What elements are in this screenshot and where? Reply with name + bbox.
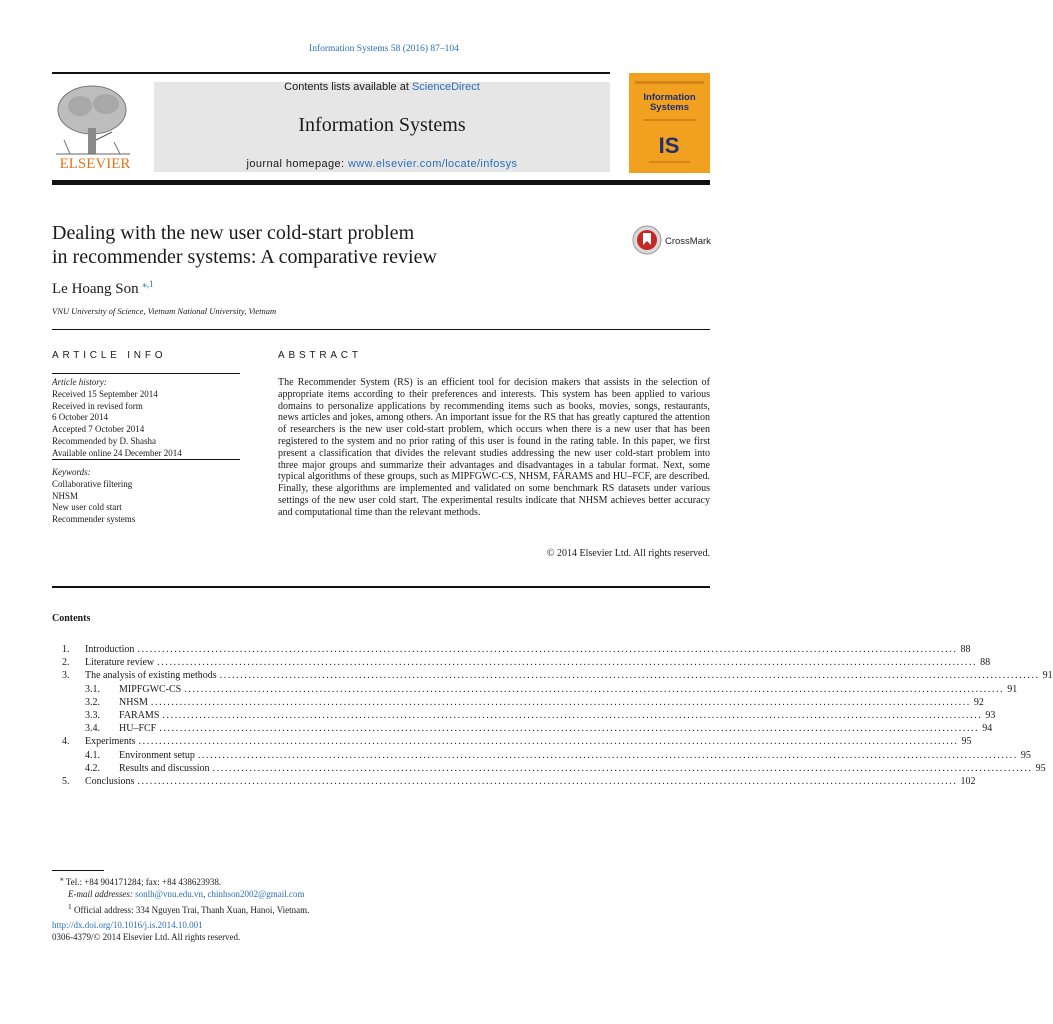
toc-entry[interactable]: [62, 696, 984, 709]
paper-title-line-2: in recommender systems: A comparative review: [52, 246, 437, 268]
toc-label[interactable]: Results and discussion: [119, 762, 210, 774]
email-link-1[interactable]: sonlh@vnu.edu.vn: [135, 888, 203, 899]
toc-label[interactable]: NHSM: [119, 696, 148, 708]
toc-entry[interactable]: [62, 683, 1018, 696]
contents-prefix: Contents lists available at: [284, 81, 412, 93]
toc-label[interactable]: MIPFGWC-CS: [119, 683, 182, 695]
abstract-heading: ABSTRACT: [278, 350, 362, 361]
doi-block: [52, 920, 452, 944]
keyword-item: Recommender systems: [52, 514, 136, 525]
author-text: Le Hoang Son: [52, 281, 139, 297]
toc-leader-dots: ........................................................................................................................................................................................................: [138, 736, 959, 748]
journal-homepage-line: [154, 158, 610, 170]
toc-label[interactable]: Conclusions: [85, 776, 135, 787]
toc-page-number[interactable]: 102: [960, 776, 976, 787]
toc-leader-dots: ........................................................................................................................................................................................................: [197, 749, 1018, 761]
article-info-rule: [52, 373, 240, 374]
homepage-link[interactable]: www.elsevier.com/locate/infosys: [347, 158, 518, 170]
toc-leader-dots: ........................................................................................................................................................................................................: [150, 696, 971, 708]
toc-entry[interactable]: [62, 749, 1031, 762]
footnote-mark: ⁎: [60, 874, 64, 883]
toc-number: 3.1.: [85, 683, 100, 695]
toc-number: 5.: [62, 776, 70, 787]
footnote-tel: [52, 873, 552, 889]
toc-label[interactable]: Literature review: [85, 657, 155, 669]
toc-entry[interactable]: [62, 643, 971, 656]
toc-entry[interactable]: [62, 709, 996, 722]
toc-leader-dots: ........................................................................................................................................................................................................: [212, 762, 1033, 774]
paper-title: [52, 221, 552, 269]
toc-number: 3.3.: [85, 710, 100, 721]
journal-citation[interactable]: Information Systems 58 (2016) 87–104: [309, 44, 459, 54]
footnote-emails: [52, 889, 552, 901]
toc-leader-dots: ........................................................................................................................................................................................................: [184, 683, 1005, 695]
footnote-official-address: [52, 901, 552, 917]
article-history: [52, 377, 252, 460]
official-address-text: Official address: 334 Nguyen Trai, Thanh Xuan, Hanoi, Vietnam.: [74, 904, 310, 915]
abstract-text: The Recommender System (RS) is an efficient tool for decision makers that assists in the selection of appropriate items according to their preferences and interests. This system has been applied to various domains to personalize applications by recommending items such as books, movies, songs, restaurants, news articles and jokes, among others. An important issue for the RS that has greatly captured the attention of researchers is the new user cold-start problem, which occurs when there is a new user that has been registered to the system and no prior rating of this user is found in the rating table. In this paper, we first present a classification that divides the relevant studies addressing the new user cold-start problem into three major groups and summarize their advantages and disadvantages in a tabular format. Next, some typical algorithms of these groups, such as MIPFGWC-CS, NHSM, FARAMS and HU–FCF, are described. Finally, these algorithms are implemented and validated on some benchmark RS datasets under various settings of the new user cold start. The experimental results indicate that NHSM achieves better accuracy and computational time than the relevant methods.: [278, 377, 710, 518]
history-item: 6 October 2014: [52, 412, 108, 423]
contents-title: Contents: [52, 613, 91, 624]
keyword-item: NHSM: [52, 490, 79, 501]
footnote-tel-text: Tel.: +84 904171284; fax: +84 438623938.: [65, 877, 222, 887]
keyword-item: Collaborative filtering: [52, 478, 133, 489]
toc-entry[interactable]: [62, 735, 972, 748]
history-item: Received 15 September 2014: [52, 388, 158, 399]
elsevier-logo[interactable]: [52, 80, 138, 172]
toc-entry[interactable]: [62, 775, 976, 788]
svg-text:CrossMark: CrossMark: [665, 236, 711, 247]
keywords-label: Keywords:: [52, 467, 91, 477]
footnotes: [52, 873, 552, 916]
toc-label[interactable]: FARAMS: [119, 710, 160, 721]
journal-cover-thumbnail[interactable]: [629, 73, 710, 173]
history-label: Article history:: [52, 377, 107, 387]
toc-page-number[interactable]: 95: [1035, 762, 1046, 774]
toc-leader-dots: ........................................................................................................................................................................................................: [162, 710, 983, 721]
history-item: Recommended by D. Shasha: [52, 435, 156, 446]
keywords-list: [52, 467, 252, 526]
toc-leader-dots: ........................................................................................................................................................................................................: [137, 776, 958, 787]
cover-graphic: [629, 73, 710, 173]
toc-label[interactable]: The analysis of existing methods: [85, 670, 217, 682]
footnote-rule: [52, 870, 104, 871]
abstract-copyright: © 2014 Elsevier Ltd. All rights reserved.: [546, 548, 710, 559]
history-item: Received in revised form: [52, 400, 143, 411]
paper-title-line-1: Dealing with the new user cold-start problem: [52, 222, 415, 244]
elsevier-tree-icon: [52, 80, 138, 172]
svg-text:ELSEVIER: ELSEVIER: [59, 156, 131, 172]
toc-number: 1.: [62, 644, 70, 655]
toc-page-number[interactable]: 91: [1007, 683, 1018, 695]
toc-entry[interactable]: [62, 669, 1053, 682]
toc-entry[interactable]: [62, 762, 1046, 775]
journal-title[interactable]: Information Systems: [298, 114, 466, 136]
masthead-top-rule: [52, 72, 610, 74]
keyword-item: New user cold start: [52, 502, 122, 513]
toc-label[interactable]: HU–FCF: [119, 723, 157, 735]
toc-label[interactable]: Introduction: [85, 644, 135, 655]
toc-number: 4.2.: [85, 762, 100, 774]
toc-leader-dots: ........................................................................................................................................................................................................: [219, 670, 1040, 682]
toc-entry[interactable]: [62, 722, 993, 735]
contents-rule: [52, 586, 710, 588]
article-info-heading: ARTICLE INFO: [52, 350, 167, 361]
affiliation-rule: [52, 329, 710, 330]
crossmark-badge[interactable]: [632, 224, 712, 256]
toc-label[interactable]: Experiments: [85, 736, 136, 748]
toc-leader-dots: ........................................................................................................................................................................................................: [157, 657, 978, 669]
email-separator: ,: [202, 888, 208, 899]
crossmark-icon: [632, 224, 712, 256]
cover-title: Information Systems: [643, 92, 696, 113]
toc-page-number[interactable]: 95: [961, 736, 972, 748]
toc-page-number[interactable]: 88: [960, 644, 971, 655]
history-item: Accepted 7 October 2014: [52, 424, 145, 435]
toc-page-number[interactable]: 95: [1020, 749, 1031, 761]
toc-entry[interactable]: [62, 656, 991, 669]
author-name: [52, 279, 154, 298]
toc-number: 3.2.: [85, 696, 100, 708]
toc-page-number[interactable]: 94: [982, 723, 993, 735]
contents-available-line: [154, 81, 610, 93]
toc-page-number[interactable]: 88: [980, 657, 991, 669]
toc-page-number[interactable]: 93: [985, 710, 996, 721]
footnote-mark: 1: [68, 901, 72, 911]
doi-link[interactable]: http://dx.doi.org/10.1016/j.is.2014.10.001: [52, 920, 203, 930]
toc-number: 3.: [62, 670, 70, 682]
issn-copyright: 0306-4379/© 2014 Elsevier Ltd. All rights reserved.: [52, 931, 241, 942]
author-footnote-marks[interactable]: ⁎,1: [142, 279, 154, 289]
toc-number: 3.4.: [85, 723, 100, 735]
homepage-prefix: journal homepage:: [246, 158, 348, 170]
toc-number: 4.1.: [85, 749, 100, 761]
toc-page-number[interactable]: 92: [973, 696, 984, 708]
author-affiliation: VNU University of Science, Vietnam National University, Vietnam: [52, 306, 277, 316]
journal-masthead-box: [154, 82, 610, 172]
toc-number: 2.: [62, 657, 70, 669]
email-link-2[interactable]: chinhson2002@gmail.com: [207, 888, 305, 899]
masthead-bottom-rule: [52, 180, 710, 185]
history-item: Available online 24 December 2014: [52, 447, 182, 458]
toc-page-number[interactable]: 91: [1042, 670, 1053, 682]
email-label: E-mail addresses:: [68, 888, 133, 899]
keywords-rule: [52, 459, 240, 460]
toc-number: 4.: [62, 736, 70, 748]
toc-label[interactable]: Environment setup: [119, 749, 195, 761]
toc-leader-dots: ........................................................................................................................................................................................................: [159, 723, 980, 735]
toc-leader-dots: ........................................................................................................................................................................................................: [137, 644, 958, 655]
cover-is-icon: IS: [658, 133, 680, 158]
sciencedirect-link[interactable]: ScienceDirect: [411, 81, 480, 93]
